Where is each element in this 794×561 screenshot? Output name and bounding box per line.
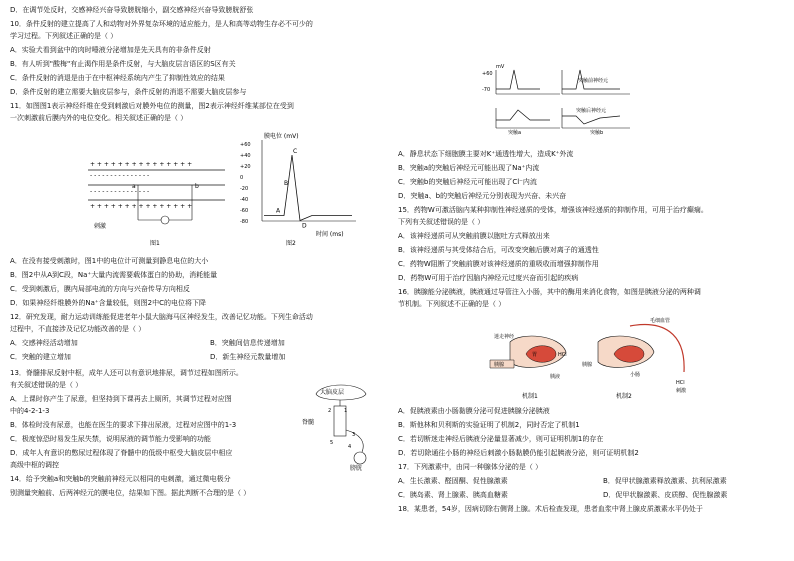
num-2: 2 [328, 408, 332, 414]
hcl-label-1: HCl [558, 352, 567, 358]
text-line: A．生长激素、醛固酮、促性腺激素 [398, 477, 508, 485]
potential-tick: +40 [240, 153, 251, 159]
mv-label: mV [496, 64, 505, 70]
potential-tick: -40 [240, 197, 249, 203]
potential-tick: -80 [240, 219, 249, 225]
text-line: 高级中枢的调控 [10, 461, 59, 469]
v60-label: +60 [482, 71, 493, 77]
text-line: C．胰岛素、肾上腺素、胰高血糖素 [398, 491, 508, 499]
stim-label-2: 刺激 [676, 388, 687, 394]
text-line: 16．胰腺能分泌胰液，胰液通过导管注入小肠，其中的酶用来消化食物，如图是胰液分泌的两种调 [398, 288, 701, 296]
stomach-label: 胃 [532, 352, 538, 358]
text-line: 17．下列激素中，由同一种腺体分泌的是（ ） [398, 463, 543, 471]
potential-tick: 0 [240, 175, 244, 181]
text-line: C．极度惊恐时易发生尿失禁，说明尿液的调节能力受影响的功能 [10, 435, 211, 443]
text-line: 下列有关叙述错误的是（ ） [398, 218, 485, 226]
duct-label: 胰液 [550, 374, 561, 380]
potential-tick: +20 [240, 164, 251, 170]
text-line: 有关叙述错误的是（ ） [10, 381, 83, 389]
plus-row: + + + + + + + + + + + + + + + [90, 161, 193, 168]
m1-label: 机制1 [522, 393, 538, 400]
vagus-label: 迷走神经 [494, 334, 515, 340]
text-line: B．突触a的突触后神经元可能出现了Na⁺内流 [398, 164, 540, 172]
num-1: 1 [344, 408, 348, 414]
text-line: C．突触的建立增加 [10, 353, 71, 361]
text-line: B．斯他林和贝利斯的实验证明了机制2，同时否定了机制1 [398, 421, 580, 429]
potential-point-label: A [276, 207, 281, 215]
bladder-label: 膀胱 [350, 465, 363, 472]
pancreas-svg [480, 312, 700, 404]
potential-tick: -20 [240, 186, 249, 192]
text-line: 节机制。下列叙述不正确的是（ ） [398, 300, 506, 308]
text-line: A．实验犬看到盆中的肉时唾液分泌增加是先天具有的非条件反射 [10, 46, 211, 54]
text-line: D．在调节处反时，交感神经兴奋导致膀胱缩小，副交感神经兴奋导致膀胱舒张 [10, 6, 254, 14]
a-label: 突触a [508, 130, 522, 136]
text-line: D．条件反射的建立需要大脑皮层参与，条件反射的消退不需要大脑皮层参与 [10, 88, 247, 96]
text-line: D．成年人有意识的憋尿过程体现了脊髓中的低级中枢受大脑皮层中相应 [10, 449, 233, 457]
text-line: 13．脊髓排尿反射中枢，成年人还可以有意识地排尿，调节过程如图所示。 [10, 369, 243, 377]
pancreas-label-2: 胰腺 [582, 362, 593, 368]
potential-point-label: C [293, 148, 298, 155]
num-3: 3 [352, 432, 356, 438]
text-line: B．突触间信息传递增加 [210, 339, 285, 347]
text-line: D．如果神经纤维膜外的Na⁺含量较低，则图2中C的电位将下降 [10, 299, 206, 307]
b-label: 突触b [590, 130, 604, 136]
post-label: 突触后神经元 [576, 108, 607, 114]
cortex-label: 大脑皮层 [320, 389, 345, 396]
capillary-label: 毛细血管 [650, 318, 671, 324]
text-line: D．突触a、b的突触后神经元分别表现为兴奋、未兴奋 [398, 192, 567, 200]
text-line: D．新生神经元数量增加 [210, 353, 286, 361]
text-line: A．该神经递质可从突触前膜以胞吐方式释放出来 [398, 232, 550, 240]
text-line: 15．药物W可激活脑内某种抑制性神经递质的受体，增强该神经递质的抑制作用，可用于治疗癫痫。 [398, 206, 708, 214]
potential-xlabel: 时间 (ms) [316, 231, 344, 238]
b-point: b [195, 183, 199, 190]
text-line: 11．如图图1表示神经纤维在受到刺激后对膜外电位的测量，图2表示神经纤维某部位在受到 [10, 102, 294, 110]
text-line: B．体检时没有尿意，也能在医生的要求下排出尿液，过程对应图中的1-3 [10, 421, 237, 429]
reflex-svg [300, 380, 380, 472]
fiber-svg [80, 130, 230, 250]
small-label: 小肠 [630, 372, 641, 378]
potential-svg [236, 130, 366, 250]
text-line: C．若切断迷走神经后胰液分泌量显著减少，则可证明机制1的存在 [398, 435, 604, 443]
text-line: D．药物W可用于治疗因脑内神经元过度兴奋而引起的疾病 [398, 274, 579, 282]
vm70-label: -70 [482, 87, 491, 93]
pancreas-figure [480, 312, 700, 404]
text-line: B．促甲状腺激素释放激素、抗利尿激素 [603, 477, 727, 485]
spine-label: 脊髓 [302, 419, 315, 426]
potential-point-label: B [284, 180, 289, 187]
reflex-figure [300, 380, 380, 472]
text-line: A．促胰液素由小肠黏膜分泌可促进胰腺分泌胰液 [398, 407, 550, 415]
potential-figure [236, 130, 366, 250]
text-line: A．交感神经活动增加 [10, 339, 78, 347]
text-line: D．若切除通往小肠的神经后刺激小肠黏膜仍能引起胰液分泌，则可证明机制2 [398, 449, 639, 457]
text-line: A．在没有接受刺激时，图1中的电位计可测量到静息电位的大小 [10, 257, 209, 265]
text-line: C．受到刺激后，膜内局部电流的方向与兴奋传导方向相反 [10, 285, 190, 293]
m2-label: 机制2 [616, 393, 632, 400]
fiber-figure [80, 130, 230, 250]
text-line: 学习过程。下列叙述正确的是（ ） [10, 32, 118, 40]
text-line: 别测量突触前、后两神经元的膜电位，结果如下图。据此判断不合理的是（ ） [10, 489, 251, 497]
pancreas-label-1: 胰腺 [494, 362, 505, 368]
fig1-label: 图1 [150, 240, 160, 247]
text-line: A．静息状态下细胞膜主要对K⁺通透性增大，造成K⁺外流 [398, 150, 574, 158]
text-line: B．该神经递质与其受体结合后，可改变突触后膜对离子的通透性 [398, 246, 599, 254]
num-4: 4 [348, 444, 352, 450]
a-point: a [132, 183, 136, 190]
text-line: 12．研究发现，耐力运动训练能促进老年小鼠大脑海马区神经发生，改善记忆功能。下列生命活动 [10, 313, 313, 321]
potential-point-label: D [302, 222, 307, 230]
text-line: 过程中，不直接涉及记忆功能改善的是（ ） [10, 325, 146, 333]
text-line: D．促甲状腺激素、皮质醇、促性腺激素 [603, 491, 728, 499]
minus-row-2: - - - - - - - - - - - - - - - [90, 188, 150, 195]
text-line: 14．给予突触a和突触b的突触前神经元以相同的电刺激，通过微电极分 [10, 475, 231, 483]
synapse-figure [480, 58, 640, 138]
pre-label: 突触前神经元 [578, 78, 609, 84]
minus-row: - - - - - - - - - - - - - - - [90, 172, 150, 179]
text-line: C．药物W阻断了突触前膜对该神经递质的重吸收而增强抑制作用 [398, 260, 599, 268]
text-line: 10．条件反射的建立提高了人和动物对外界复杂环境的适应能力，是人和高等动物生存必不可少的 [10, 20, 313, 28]
text-line: A．上课时你产生了尿意，但坚持到下课再去上厕所，其调节过程对应图 [10, 395, 232, 403]
text-line: 18．某患者，54岁，因病切除右侧肾上腺。术后检查发现，患者血浆中肾上腺皮质激素水平仍处于 [398, 505, 703, 513]
num-5: 5 [330, 440, 334, 446]
fig2-label: 图2 [286, 240, 296, 247]
plus-row-2: + + + + + + + + + + + + + + + [90, 203, 193, 210]
text-line: 中的4-2-1-3 [10, 407, 50, 415]
stim-label: 刺激 [94, 223, 107, 230]
text-line: 一次刺激前后膜内外的电位变化。相关叙述正确的是（ ） [10, 114, 188, 122]
potential-ylabel: 膜电位 (mV) [264, 133, 299, 140]
potential-tick: -60 [240, 208, 249, 214]
text-line: C．条件反射的消退是由于在中枢神经系统内产生了抑制性效应的结果 [10, 74, 225, 82]
text-line: B．图2中从A到C段，Na⁺大量内流需要载体蛋白的协助，消耗能量 [10, 271, 218, 279]
potential-tick: +60 [240, 142, 251, 148]
hcl-label-2: HCl [676, 380, 685, 386]
synapse-svg [480, 58, 640, 138]
text-line: B．有人听到"酸梅"有止渴作用是条件反射，与大脑皮层言语区的S区有关 [10, 60, 236, 68]
text-line: C．突触b的突触后神经元可能出现了Cl⁻内流 [398, 178, 537, 186]
